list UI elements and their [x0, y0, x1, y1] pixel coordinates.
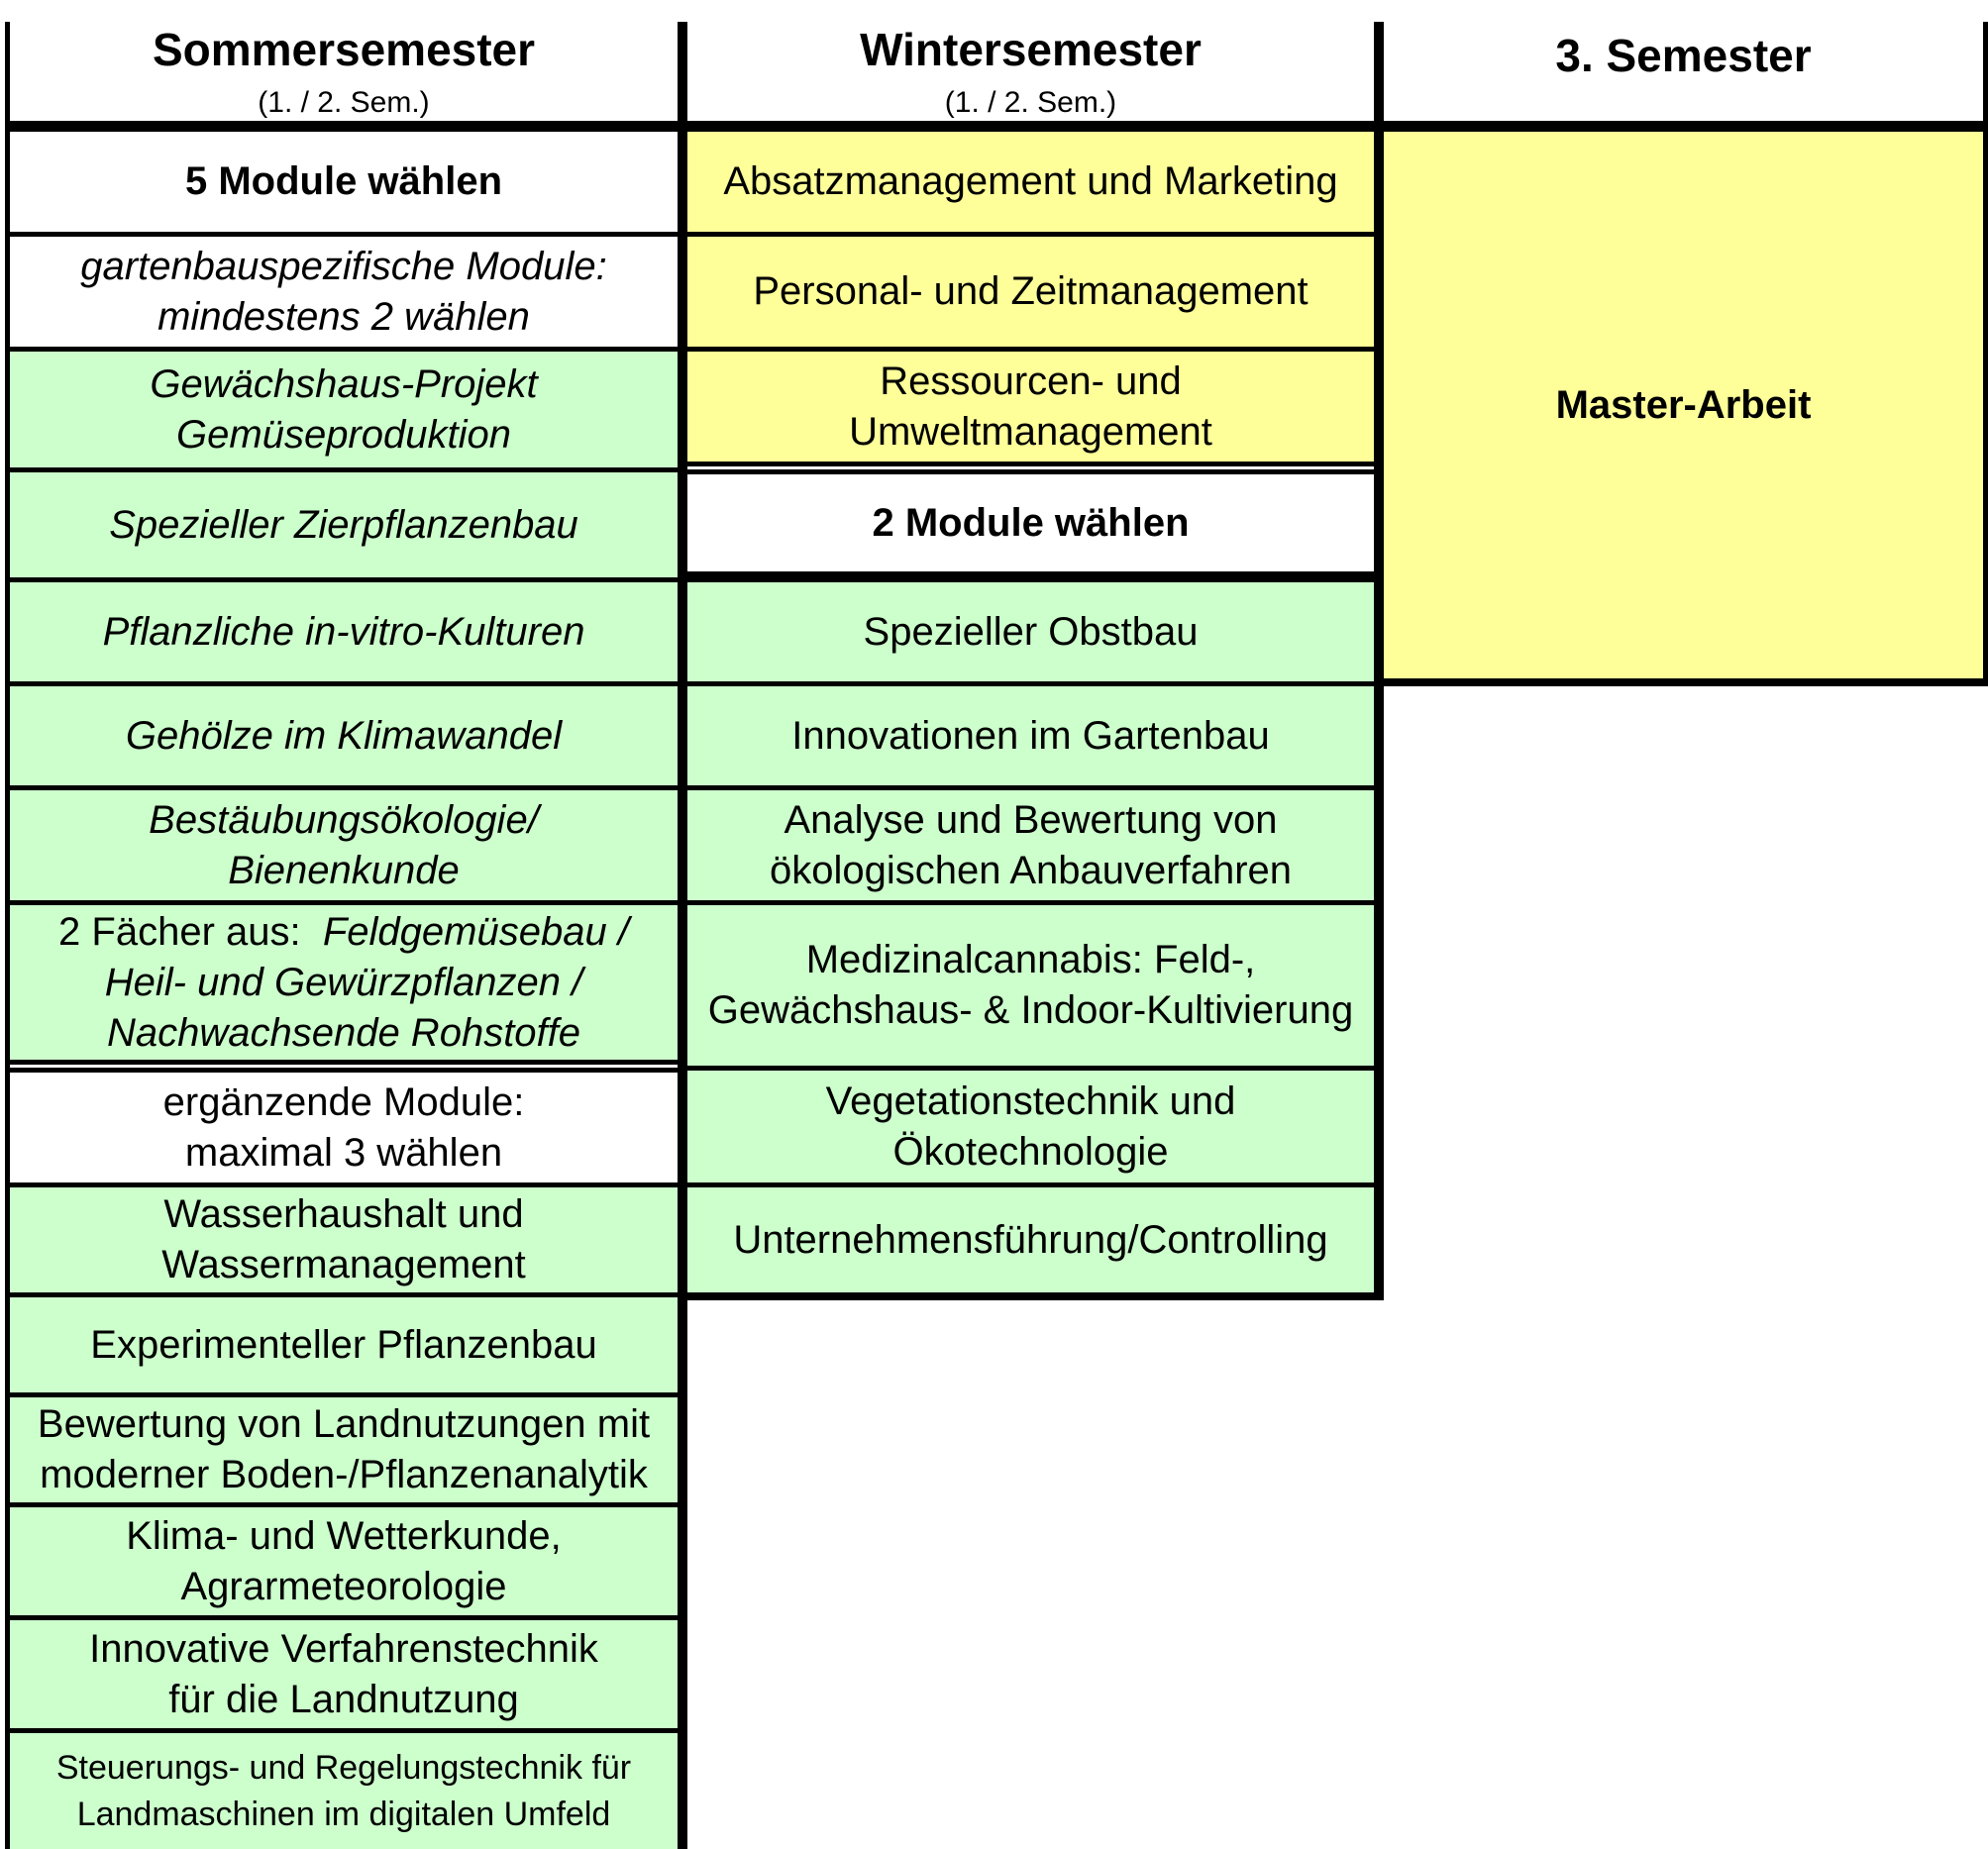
grid-line: [5, 1068, 682, 1073]
module-gehoelze: [10, 686, 678, 785]
cell-text: Spezieller Obstbau: [863, 609, 1199, 654]
ergaenzende-modules-note: [10, 1073, 678, 1182]
cell-text: Bienenkunde: [228, 848, 460, 892]
grid-line: [682, 681, 1379, 686]
grid-line: [5, 1060, 682, 1065]
header-sommersemester: [10, 22, 678, 121]
grid-line: [5, 1728, 682, 1733]
grid-line: [5, 121, 1988, 132]
header-title: 3. Semester: [1555, 30, 1812, 81]
grid-line: [5, 467, 682, 472]
header-subtitle: (1. / 2. Sem.): [258, 86, 430, 119]
faecher-item: Feldgemüsebau /: [322, 909, 629, 954]
module-obstbau: [687, 582, 1374, 681]
grid-line: [5, 785, 682, 790]
grid-line: [5, 1392, 682, 1397]
grid-line: [5, 577, 682, 582]
grid-line: [682, 785, 1379, 790]
module-klima-wetterkunde: [10, 1507, 678, 1615]
grid-line: [682, 571, 1379, 582]
cell-text: Gewächshaus-Projekt: [150, 361, 538, 406]
module-in-vitro-kulturen: [10, 582, 678, 681]
grid-line: [682, 1292, 1384, 1300]
cell-text: Ressourcen- und: [880, 359, 1182, 403]
cell-text: 2 Module wählen: [872, 500, 1190, 545]
cell-text: Nachwachsende Rohstoffe: [106, 1010, 581, 1055]
module-bestaeubungsoekologie: [10, 790, 678, 900]
header-wintersemester: [687, 22, 1374, 121]
cell-text: Experimenteller Pflanzenbau: [90, 1322, 597, 1367]
cell-text: Analyse und Bewertung von: [784, 797, 1278, 842]
grid-line: [5, 1182, 682, 1187]
grid-line: [5, 232, 682, 237]
cell-text: Master-Arbeit: [1555, 382, 1812, 427]
cell-text: Medizinalcannabis: Feld-,: [805, 938, 1256, 981]
cell-text: Agrarmeteorologie: [180, 1564, 507, 1608]
module-gewaechshaus-projekt: [10, 352, 678, 467]
cell-text: Pflanzliche in-vitro-Kulturen: [102, 609, 585, 654]
grid-line: [5, 1615, 682, 1620]
grid-line: [1379, 678, 1988, 686]
cell-text: moderner Boden-/Pflanzenanalytik: [40, 1453, 648, 1496]
header-title: Wintersemester: [860, 24, 1202, 75]
choose-2-modules: [687, 474, 1374, 571]
grid-line: [682, 1182, 1379, 1187]
grid-line: [682, 347, 1379, 352]
module-experimenteller-pflanzenbau: [10, 1297, 678, 1392]
cell-text: Bewertung von Landnutzungen mit: [37, 1402, 651, 1446]
cell-text: Innovationen im Gartenbau: [791, 713, 1270, 758]
module-innovative-verfahrenstechnik: [10, 1620, 678, 1728]
module-ressourcenmanagement: [687, 352, 1374, 462]
grid-line: [682, 469, 1379, 474]
cell-text: Gehölze im Klimawandel: [125, 713, 563, 758]
grid-line: [5, 900, 682, 905]
master-arbeit: [1384, 132, 1983, 678]
grid-line: [678, 22, 687, 1849]
cell-text: Bestäubungsökologie/: [149, 797, 539, 842]
cell-text: Gemüseproduktion: [176, 412, 511, 457]
module-vegetationstechnik: [687, 1071, 1374, 1182]
module-wasserhaushalt: [10, 1187, 678, 1292]
cell-text: Gewächshaus- & Indoor-Kultivierung: [707, 988, 1354, 1032]
cell-text: Unternehmensführung/Controlling: [733, 1217, 1328, 1262]
choose-5-modules: [10, 132, 678, 232]
cell-text: 5 Module wählen: [184, 159, 503, 203]
grid-line: [682, 900, 1379, 905]
header-subtitle: (1. / 2. Sem.): [944, 86, 1117, 119]
faecher-prefix: 2 Fächer aus:: [58, 909, 301, 954]
module-analyse-bewertung: [687, 790, 1374, 900]
cell-text: Vegetationstechnik und: [825, 1079, 1236, 1123]
grid-line: [5, 347, 682, 352]
module-personalmanagement: [687, 237, 1374, 347]
cell-text: Landmaschinen im digitalen Umfeld: [76, 1795, 611, 1833]
grid-line: [5, 22, 10, 1849]
cell-text: maximal 3 wählen: [184, 1130, 503, 1175]
module-medizinalcannabis: [687, 905, 1374, 1066]
cell-text: Klima- und Wetterkunde,: [126, 1513, 562, 1558]
module-zierpflanzenbau: [10, 472, 678, 577]
module-unternehmensfuehrung: [687, 1187, 1374, 1292]
module-steuerungstechnik: [10, 1733, 678, 1849]
cell-text: Absatzmanagement und Marketing: [723, 159, 1338, 203]
grid-line: [1374, 22, 1384, 1299]
cell-text: Steuerungs- und Regelungstechnik für: [55, 1748, 632, 1787]
grid-line: [5, 1292, 682, 1297]
header-third-semester: [1384, 22, 1983, 89]
cell-text: für die Landnutzung: [168, 1677, 519, 1721]
cell-text: ergänzende Module:: [162, 1079, 525, 1124]
cell-text: mindestens 2 wählen: [157, 294, 530, 339]
cell-text: Personal- und Zeitmanagement: [753, 269, 1308, 313]
module-absatzmanagement: [687, 132, 1374, 232]
cell-text: Heil- und Gewürzpflanzen /: [104, 960, 583, 1004]
cell-text: Innovative Verfahrenstechnik: [89, 1626, 598, 1671]
grid-line: [682, 232, 1379, 237]
module-innovationen-gartenbau: [687, 686, 1374, 785]
grid-line: [5, 681, 682, 686]
cell-text: Wassermanagement: [161, 1243, 526, 1286]
module-bewertung-landnutzungen: [10, 1397, 678, 1502]
cell-text: Ökotechnologie: [892, 1129, 1169, 1174]
grid-line: [682, 1066, 1379, 1071]
cell-text: ökologischen Anbauverfahren: [769, 848, 1293, 892]
header-title: Sommersemester: [152, 24, 536, 75]
grid-line: [682, 462, 1379, 466]
cell-text: gartenbauspezifische Module:: [80, 244, 607, 288]
cell-text-line: [58, 907, 629, 958]
cell-text: Umweltmanagement: [849, 409, 1212, 454]
gartenbau-modules-note: [10, 237, 678, 347]
cell-text: Spezieller Zierpflanzenbau: [109, 502, 578, 547]
grid-line: [5, 1502, 682, 1507]
module-faecher-auswahl: [10, 905, 678, 1060]
cell-text: Wasserhaushalt und: [163, 1192, 524, 1236]
